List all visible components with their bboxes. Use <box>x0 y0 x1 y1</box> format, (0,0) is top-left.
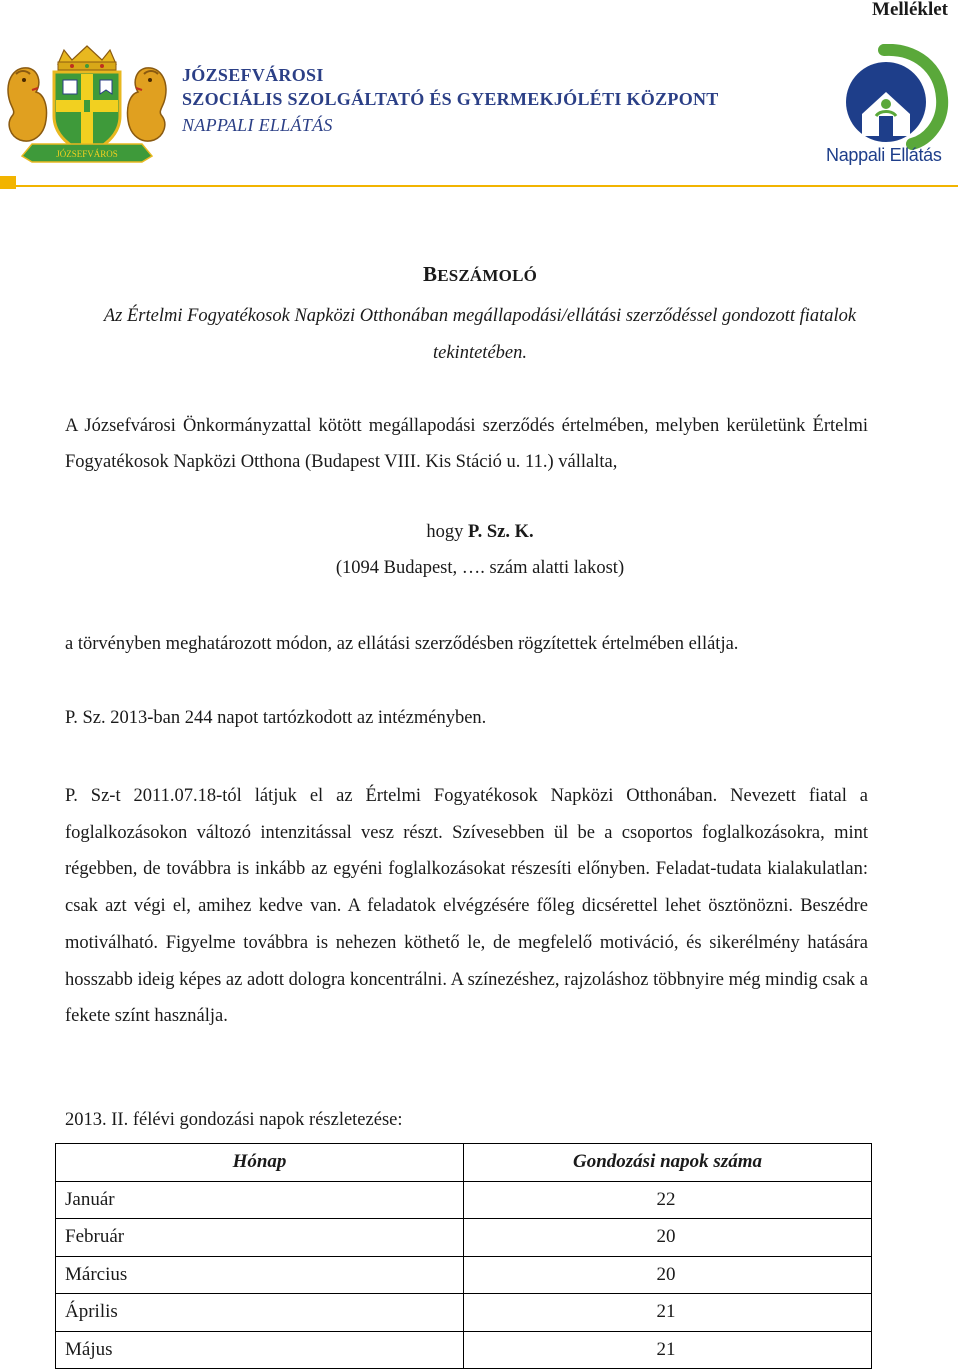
table-row <box>56 1219 872 1257</box>
table-row <box>56 1256 872 1294</box>
logo-caption: Nappali Ellátás <box>826 145 942 165</box>
days-cell: 21 <box>464 1294 872 1332</box>
client-address: (1094 Budapest, …. szám alatti lakost) <box>335 558 625 578</box>
care-days-table <box>55 1143 872 1369</box>
observation-paragraph: P. Sz-t 2011.07.18-tól látjuk el az Értelmi Fogyatékosok Napközi Otthonában. Nevezett fiatal a foglalkozásokon változó intenzitással vesz részt. Szívesebben ül be a csoportos foglalkozásokra, mint régebben, de továbbra is inkább az egyéni foglalkozásokat részesíti előnyben. Feladat-tudata kialakulatlan: csak azt végi el, amihez kedve van. A feladatok elvégzésére főleg dicsérettel lehet ösztönözni. Beszédre motiválható. Figyelme továbbra is nehezen köthető le, de megfelelő motiváció, és sikerélmény hatására hosszabb ideig képes az adott dologra koncentrálni. A színezéshez, rajzoláshoz többnyire még mindig csak a fekete színt használja. <box>65 786 868 1027</box>
header-accent-block <box>0 176 16 189</box>
title-initial: B <box>422 262 438 286</box>
header-month: Hónap <box>56 1144 464 1182</box>
header-line-1: JÓZSEFVÁROSI <box>182 65 324 85</box>
report-subtitle: Az Értelmi Fogyatékosok Napközi Otthonában megállapodási/ellátási szerződéssel gondozott fiatalok tekintetében. <box>103 306 857 363</box>
table-row <box>56 1181 872 1219</box>
days-cell: 22 <box>464 1181 872 1219</box>
care-statement: a törvényben meghatározott módon, az ellátási szerződésben rögzítettek értelmében ellátja. <box>65 634 739 654</box>
month-cell: Március <box>56 1256 464 1294</box>
report-title <box>0 262 960 287</box>
intro-paragraph: A Józsefvárosi Önkormányzattal kötött megállapodási szerződés értelmében, melyben kerületünk Értelmi Fogyatékosok Napközi Otthona (Budapest VIII. Kis Stáció u. 11.) vállalta, <box>65 416 868 472</box>
month-cell: Április <box>56 1294 464 1332</box>
days-statement: P. Sz. 2013-ban 244 napot tartózkodott az intézményben. <box>65 708 487 728</box>
jozsefvaros-crest-logo <box>2 44 172 164</box>
header-care-days: Gondozási napok száma <box>464 1144 872 1182</box>
institution-header <box>182 64 719 138</box>
crest-ribbon-text: JÓZSEFVÁROS <box>56 149 118 159</box>
header-line-2: SZOCIÁLIS SZOLGÁLTATÓ ÉS GYERMEKJÓLÉTI KÖZPONT <box>182 89 719 109</box>
client-line <box>0 522 960 543</box>
title-rest: ESZÁMOLÓ <box>437 266 538 285</box>
client-name: P. Sz. K. <box>468 522 534 542</box>
month-cell: Február <box>56 1219 464 1257</box>
table-caption: 2013. II. félévi gondozási napok részletezése: <box>65 1110 403 1130</box>
header-line-3: NAPPALI ELLÁTÁS <box>182 115 333 135</box>
days-cell: 21 <box>464 1331 872 1369</box>
table-row <box>56 1331 872 1369</box>
days-cell: 20 <box>464 1219 872 1257</box>
annex-label: Melléklet <box>872 0 948 20</box>
table-header-row <box>56 1144 872 1182</box>
header-divider <box>16 185 958 187</box>
hogy-word: hogy <box>426 522 464 542</box>
month-cell: Január <box>56 1181 464 1219</box>
month-cell: Május <box>56 1331 464 1369</box>
days-cell: 20 <box>464 1256 872 1294</box>
table-row <box>56 1294 872 1332</box>
